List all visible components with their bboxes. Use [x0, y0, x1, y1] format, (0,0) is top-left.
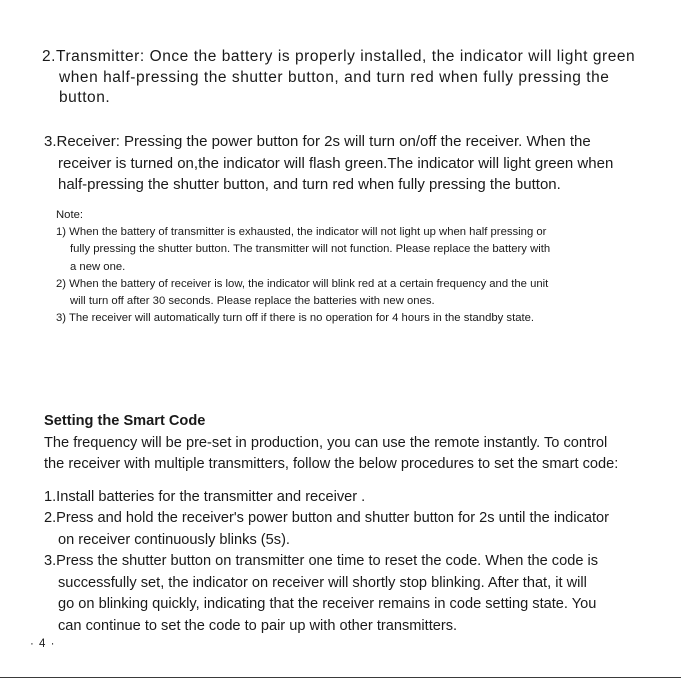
note-item: [56, 310, 550, 327]
step-line: successfully set, the indicator on receiver will shortly stop blinking. After that, it will: [58, 574, 587, 591]
notes-section: [56, 207, 550, 327]
step-line: 2.Press and hold the receiver's power button and shutter button for 2s until the indicator: [44, 510, 609, 526]
page-bottom-rule: [0, 677, 681, 678]
notes-title: Note:: [56, 209, 84, 221]
step-line: go on blinking quickly, indicating that the receiver remains in code setting state. You: [58, 596, 597, 612]
note-line: fully pressing the shutter button. The transmitter will not function. Please replace the battery with: [70, 243, 551, 256]
note-line: a new one.: [70, 260, 126, 273]
smart-code-intro-line: The frequency will be pre-set in production, you can use the remote instantly. To control: [44, 434, 608, 451]
smart-code-step: [44, 551, 618, 637]
page-number: · 4 ·: [30, 638, 56, 650]
note-line: 2) When the battery of receiver is low, the indicator will blink red at a certain frequency and the unit: [56, 277, 549, 290]
receiver-section: [44, 131, 613, 196]
step-line: 3.Press the shutter button on transmitter one time to reset the code. When the code is: [44, 553, 599, 569]
receiver-line: half-pressing the shutter button, and turn red when fully pressing the button.: [58, 176, 561, 193]
smart-code-intro-line: the receiver with multiple transmitters, follow the below procedures to set the smart code:: [44, 456, 619, 472]
smart-code-step: [44, 487, 618, 509]
spacer: [44, 476, 618, 487]
step-line: 1.Install batteries for the transmitter and receiver .: [44, 488, 366, 505]
note-line: 1) When the battery of transmitter is exhausted, the indicator will not light up when half pressing or: [56, 226, 547, 239]
receiver-line: receiver is turned on,the indicator will flash green.The indicator will light green when: [58, 154, 614, 172]
transmitter-line: button.: [59, 89, 111, 106]
note-line: will turn off after 30 seconds. Please replace the batteries with new ones.: [70, 295, 435, 308]
note-item: [56, 276, 550, 310]
note-line: 3) The receiver will automatically turn off if there is no operation for 4 hours in the standby state.: [56, 312, 535, 325]
transmitter-line: when half-pressing the shutter button, and turn red when fully pressing the: [59, 68, 610, 86]
smart-code-section: [44, 411, 618, 637]
receiver-line: 3.Receiver: Pressing the power button for 2s will turn on/off the receiver. When the: [44, 133, 591, 150]
note-item: [56, 224, 550, 276]
step-line: on receiver continuously blinks (5s).: [58, 531, 290, 548]
step-line: can continue to set the code to pair up with other transmitters.: [58, 617, 458, 634]
smart-code-step: [44, 508, 618, 551]
transmitter-section: [42, 47, 635, 109]
transmitter-line: 2.Transmitter: Once the battery is properly installed, the indicator will light green: [42, 48, 636, 65]
smart-code-heading: Setting the Smart Code: [44, 413, 206, 429]
